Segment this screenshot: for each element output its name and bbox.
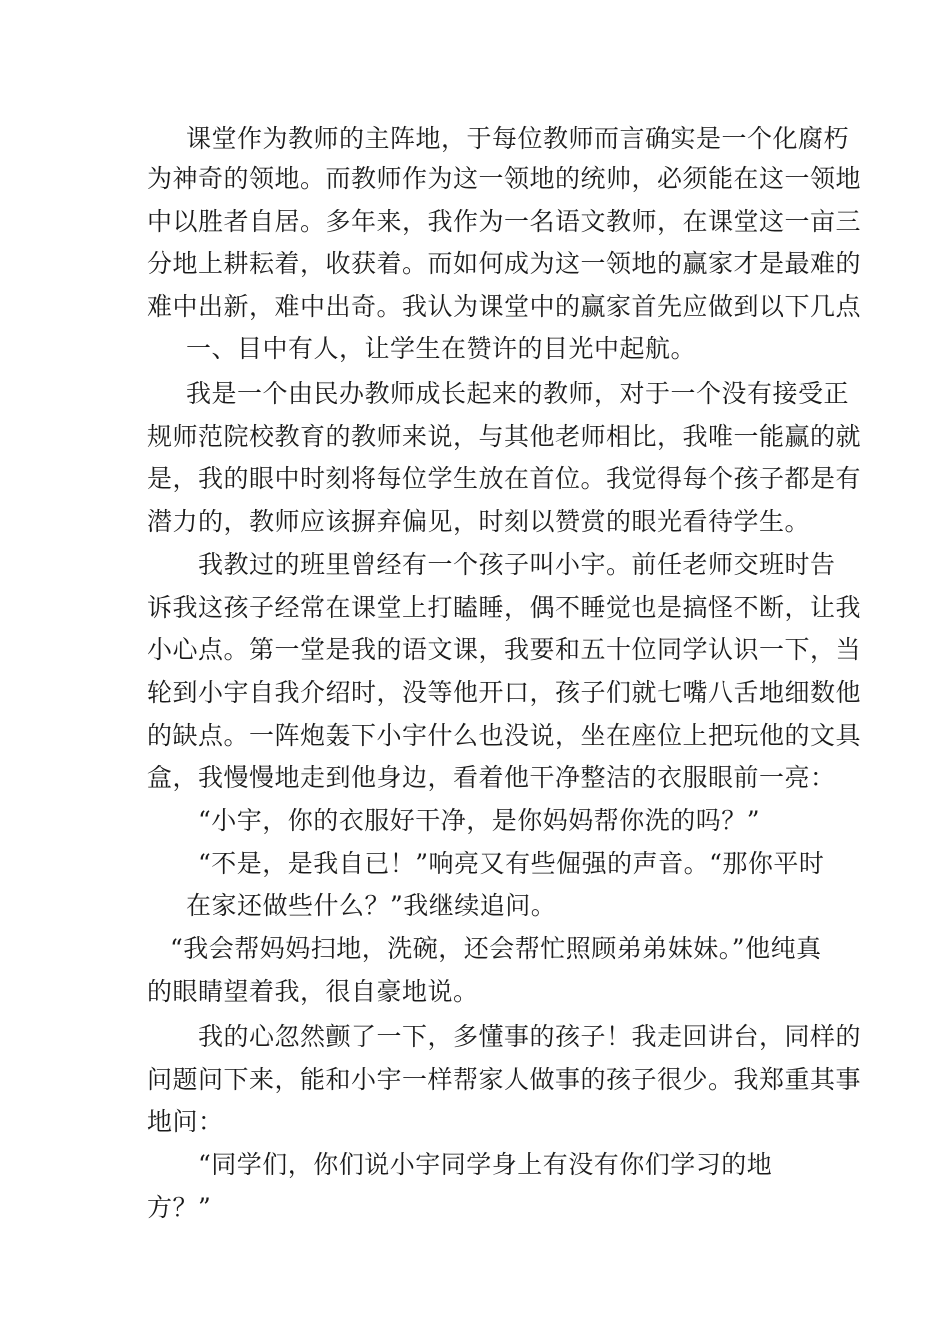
text-line-24: 地问： (147, 1107, 224, 1136)
dialogue-line-6: “同学们，你们说小宇同学身上有没有你们学习的地 (198, 1150, 773, 1179)
text-line-3: 中以胜者自居。多年来，我作为一名语文教师，在课堂这一亩三 (147, 207, 862, 236)
text-line-23: 问题问下来，能和小宇一样帮家人做事的孩子很少。我郑重其事 (147, 1065, 862, 1094)
text-line-15: 的缺点。一阵炮轰下小宇什么也没说，坐在座位上把玩他的文具 (147, 721, 862, 750)
dialogue-line-5: 的眼睛望着我，很自豪地说。 (147, 977, 479, 1006)
text-line-11: 我教过的班里曾经有一个孩子叫小宇。前任老师交班时告 (198, 550, 836, 579)
text-line-4: 分地上耕耘着，收获着。而如何成为这一领地的赢家才是最难的 (147, 249, 862, 278)
text-line-2: 为神奇的领地。而教师作为这一领地的统帅，必须能在这一领地 (147, 164, 862, 193)
text-line-16: 盒，我慢慢地走到他身边，看着他干净整洁的衣服眼前一亮： (147, 763, 836, 792)
text-line-22: 我的心忽然颤了一下，多懂事的孩子！我走回讲台，同样的 (198, 1022, 862, 1051)
text-line-13: 小心点。第一堂是我的语文课，我要和五十位同学认识一下，当 (147, 635, 862, 664)
text-line-1: 课堂作为教师的主阵地，于每位教师而言确实是一个化腐朽 (186, 124, 850, 153)
section-heading: 一、目中有人，让学生在赞许的目光中起航。 (186, 334, 697, 363)
text-line-7: 我是一个由民办教师成长起来的教师，对于一个没有接受正 (186, 379, 850, 408)
text-line-8: 规师范院校教育的教师来说，与其他老师相比，我唯一能赢的就 (147, 422, 862, 451)
text-line-14: 轮到小宇自我介绍时，没等他开口，孩子们就七嘴八舌地细数他 (147, 678, 862, 707)
dialogue-line-4: “我会帮妈妈扫地，洗碗，还会帮忙照顾弟弟妹妹。”他纯真 (170, 934, 822, 963)
text-line-5: 难中出新，难中出奇。我认为课堂中的赢家首先应做到以下几点 (147, 292, 862, 321)
text-line-12: 诉我这孩子经常在课堂上打瞌睡，偶不睡觉也是搞怪不断，让我 (147, 593, 862, 622)
dialogue-line-1: “小宇，你的衣服好干净，是你妈妈帮你洗的吗？” (198, 806, 761, 835)
text-line-9: 是，我的眼中时刻将每位学生放在首位。我觉得每个孩子都是有 (147, 464, 862, 493)
dialogue-line-7: 方？” (147, 1193, 212, 1222)
dialogue-line-2: “不是，是我自已！”响亮又有些倔强的声音。“那你平时 (198, 849, 825, 878)
text-line-10: 潜力的，教师应该摒弃偏见，时刻以赞赏的眼光看待学生。 (147, 507, 811, 536)
dialogue-line-3: 在家还做些什么？”我继续追问。 (186, 891, 557, 920)
